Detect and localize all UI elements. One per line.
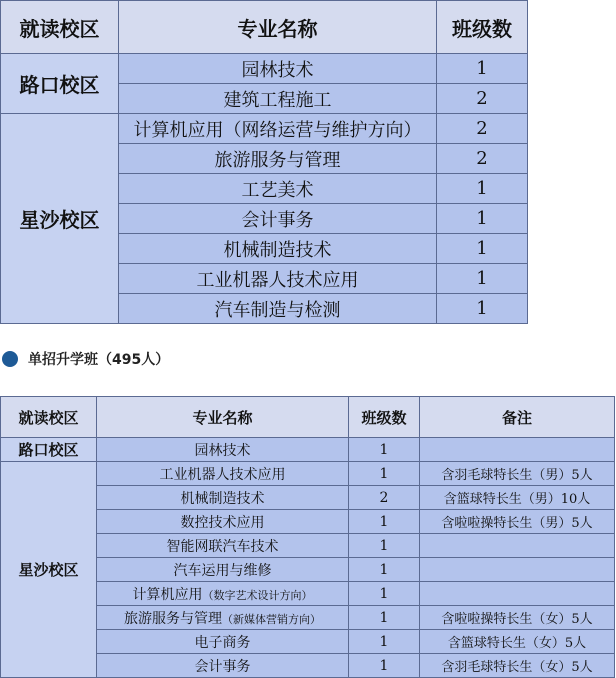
major-cell: 智能网联汽车技术: [97, 534, 349, 558]
major-name: 计算机应用: [132, 586, 203, 603]
major-cell: 汽车制造与检测: [119, 294, 437, 324]
note-cell: 含啦啦操特长生（女）5人: [420, 606, 615, 630]
campus-cell: 星沙校区: [1, 114, 119, 324]
classes-cell: 2: [437, 114, 528, 144]
note-cell: 含篮球特长生（男）10人: [420, 486, 615, 510]
header-campus: 就读校区: [1, 397, 97, 438]
campus-cell: 路口校区: [1, 438, 97, 462]
major-cell: 园林技术: [119, 54, 437, 84]
header-campus: 就读校区: [1, 1, 119, 54]
note-cell: [420, 534, 615, 558]
classes-cell: 2: [437, 144, 528, 174]
table-row: [1, 114, 528, 144]
classes-cell: 1: [437, 234, 528, 264]
classes-cell: 1: [437, 174, 528, 204]
header-major: 专业名称: [119, 1, 437, 54]
note-cell: 含啦啦操特长生（男）5人: [420, 510, 615, 534]
classes-cell: 1: [349, 582, 420, 606]
note-cell: [420, 558, 615, 582]
header-major: 专业名称: [97, 397, 349, 438]
note-cell: 含羽毛球特长生（女）5人: [420, 654, 615, 678]
major-cell: 汽车运用与维修: [97, 558, 349, 582]
major-cell: 会计事务: [97, 654, 349, 678]
table-row: [1, 54, 528, 84]
major-cell: [97, 582, 349, 606]
major-cell: 旅游服务与管理: [119, 144, 437, 174]
campus-cell: 路口校区: [1, 54, 119, 114]
header-classes: 班级数: [349, 397, 420, 438]
classes-cell: 1: [349, 630, 420, 654]
section-title: 单招升学班（495人）: [28, 352, 170, 368]
major-cell: 园林技术: [97, 438, 349, 462]
classes-cell: 1: [349, 438, 420, 462]
class-table-2: [0, 396, 615, 678]
classes-cell: 1: [349, 654, 420, 678]
major-cell: [97, 606, 349, 630]
major-cell: 工艺美术: [119, 174, 437, 204]
classes-cell: 1: [437, 54, 528, 84]
major-cell: 电子商务: [97, 630, 349, 654]
major-name: 计算机应用: [133, 119, 224, 141]
classes-cell: 1: [437, 264, 528, 294]
table-row: [1, 438, 615, 462]
major-cell: 工业机器人技术应用: [119, 264, 437, 294]
major-cell: 会计事务: [119, 204, 437, 234]
circle-bullet-icon: [2, 351, 18, 367]
major-name: 旅游服务与管理: [124, 610, 222, 627]
header-note: 备注: [420, 397, 615, 438]
major-cell: 机械制造技术: [97, 486, 349, 510]
table-header-row: [1, 397, 615, 438]
table-row: [1, 462, 615, 486]
major-cell: [119, 114, 437, 144]
classes-cell: 1: [349, 462, 420, 486]
major-direction: （新媒体营销方向）: [222, 612, 321, 626]
note-cell: [420, 438, 615, 462]
classes-cell: 1: [349, 510, 420, 534]
major-cell: 数控技术应用: [97, 510, 349, 534]
major-cell: 机械制造技术: [119, 234, 437, 264]
major-direction: （网络运营与维护方向）: [223, 119, 422, 141]
major-cell: 工业机器人技术应用: [97, 462, 349, 486]
classes-cell: 2: [437, 84, 528, 114]
classes-cell: 1: [437, 294, 528, 324]
table-header-row: [1, 1, 528, 54]
major-cell: 建筑工程施工: [119, 84, 437, 114]
classes-cell: 1: [437, 204, 528, 234]
section-heading: [2, 349, 169, 369]
note-cell: 含羽毛球特长生（男）5人: [420, 462, 615, 486]
classes-cell: 1: [349, 534, 420, 558]
classes-cell: 1: [349, 606, 420, 630]
note-cell: 含篮球特长生（女）5人: [420, 630, 615, 654]
campus-cell: 星沙校区: [1, 462, 97, 678]
class-table-1: [0, 0, 528, 324]
classes-cell: 2: [349, 486, 420, 510]
major-direction: （数字艺术设计方向）: [202, 588, 313, 602]
note-cell: [420, 582, 615, 606]
header-classes: 班级数: [437, 1, 528, 54]
classes-cell: 1: [349, 558, 420, 582]
